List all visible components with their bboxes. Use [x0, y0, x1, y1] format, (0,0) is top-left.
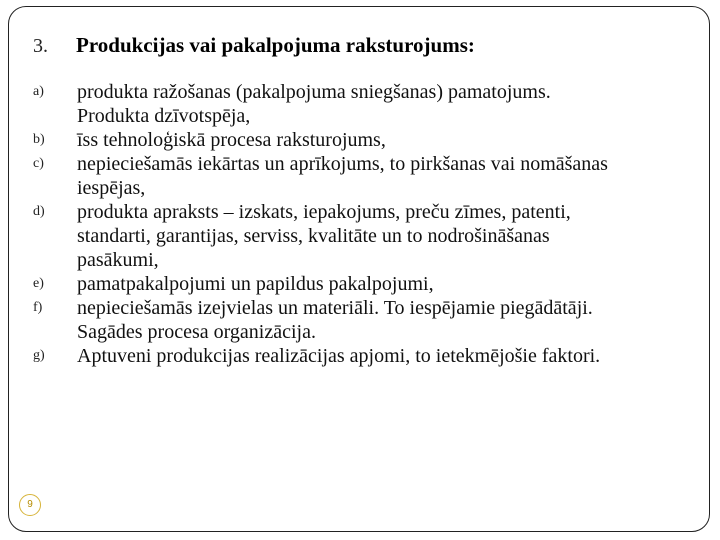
- list-marker: f): [33, 300, 43, 315]
- list-marker: c): [33, 156, 44, 171]
- list-marker: d): [33, 204, 45, 219]
- list-item-g: [33, 344, 673, 368]
- list-item-c: [33, 152, 673, 200]
- text-line: Sagādes procesa organizācija.: [77, 321, 316, 343]
- page-number-badge: 9: [19, 494, 41, 516]
- text-line: produkta apraksts – izskats, iepakojums, preču zīmes, patenti,: [77, 201, 571, 223]
- list-item-f: [33, 296, 673, 344]
- list-marker: g): [33, 348, 45, 363]
- text-line: produkta ražošanas (pakalpojuma sniegšanas) pamatojums.: [77, 81, 551, 103]
- section-heading: [33, 31, 693, 60]
- section-number: 3.: [33, 35, 48, 57]
- text-line: standarti, garantijas, serviss, kvalitāte un to nodrošināšanas: [77, 225, 550, 247]
- list-item-text: [77, 128, 673, 152]
- text-line: Aptuveni produkcijas realizācijas apjomi, to ietekmējošie faktori.: [77, 345, 601, 367]
- list-marker: e): [33, 276, 44, 291]
- list-item-text: [77, 272, 673, 296]
- list-marker: a): [33, 84, 44, 99]
- text-line: nepieciešamās izejvielas un materiāli. To iespējamie piegādātāji.: [77, 297, 593, 319]
- text-line: Produkta dzīvotspēja,: [77, 105, 251, 127]
- characteristics-list: [33, 80, 673, 368]
- text-line: iespējas,: [77, 177, 146, 199]
- list-item-d: [33, 200, 673, 272]
- text-line: pamatpakalpojumi un papildus pakalpojumi,: [77, 273, 434, 295]
- list-item-text: [77, 80, 673, 128]
- list-item-b: [33, 128, 673, 152]
- list-item-text: [77, 296, 673, 344]
- section-title: Produkcijas vai pakalpojuma raksturojums:: [76, 33, 475, 57]
- text-line: nepieciešamās iekārtas un aprīkojums, to pirkšanas vai nomāšanas: [77, 153, 608, 175]
- text-line: īss tehnoloģiskā procesa raksturojums,: [77, 129, 386, 151]
- list-item-text: [77, 200, 673, 272]
- list-item-e: [33, 272, 673, 296]
- list-item-text: [77, 152, 673, 200]
- list-marker: b): [33, 132, 45, 147]
- text-line: pasākumi,: [77, 249, 159, 271]
- list-item-a: [33, 80, 673, 128]
- list-item-text: [77, 344, 673, 368]
